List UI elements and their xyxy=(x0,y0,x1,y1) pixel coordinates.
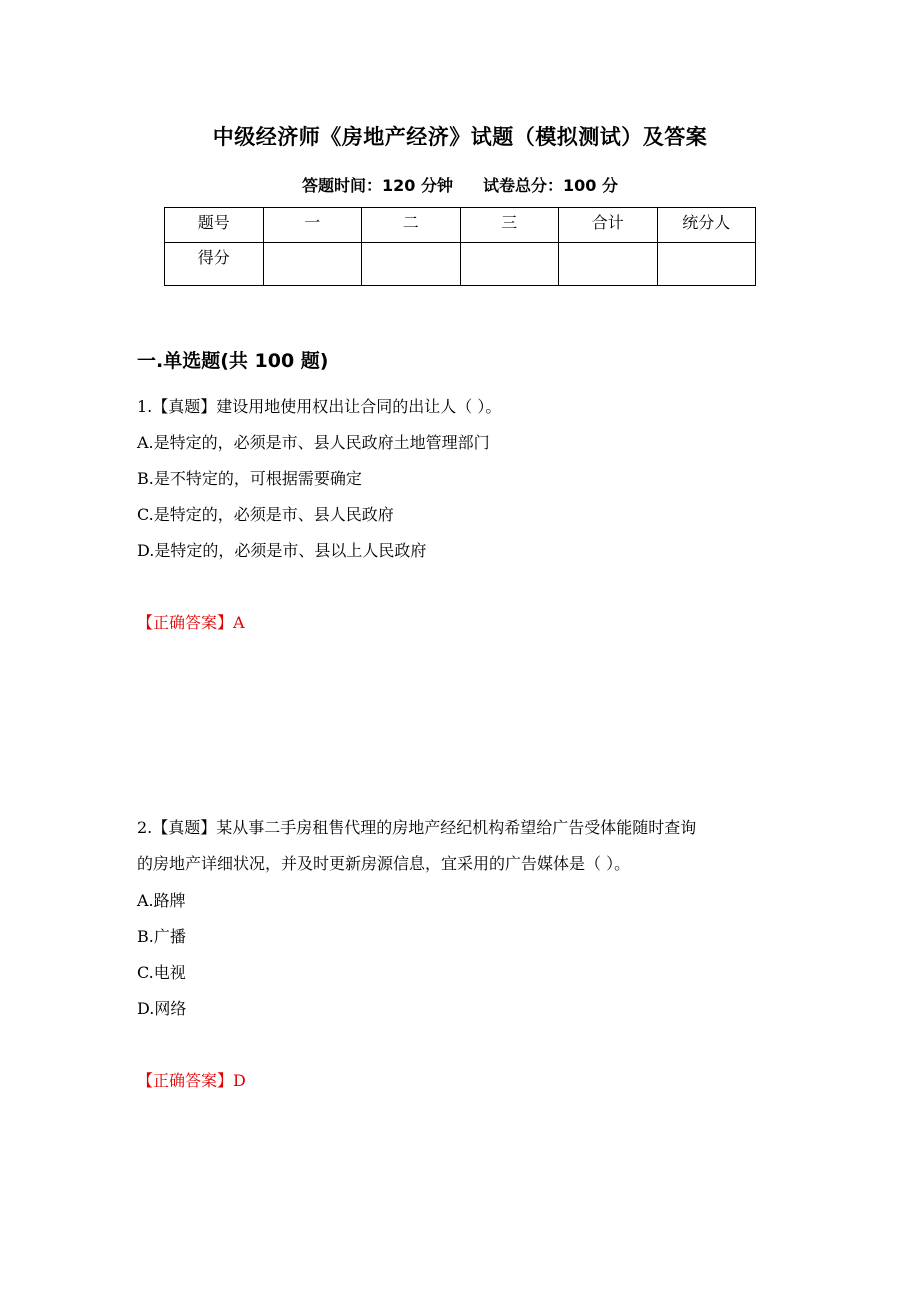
question-2-stem-line-1: 2.【真题】某从事二手房租售代理的房地产经纪机构希望给广告受体能随时查询 xyxy=(137,818,697,837)
score-table-score-row xyxy=(165,243,756,286)
exam-time: 答题时间：120 分钟 xyxy=(302,176,453,195)
score-table xyxy=(164,207,756,286)
question-1-option-c: C.是特定的，必须是市、县人民政府 xyxy=(137,505,394,524)
question-2-option-b: B.广播 xyxy=(137,927,186,946)
question-1-option-d: D.是特定的，必须是市、县以上人民政府 xyxy=(137,541,427,560)
score-cell xyxy=(460,243,559,286)
exam-meta xyxy=(0,173,920,196)
score-table-header: 统分人 xyxy=(657,208,756,243)
question-1-stem: 1.【真题】建设用地使用权出让合同的出让人（ ）。 xyxy=(137,397,502,416)
score-cell xyxy=(657,243,756,286)
question-2-answer: 【正确答案】D xyxy=(137,1071,246,1090)
score-table-header: 合计 xyxy=(559,208,658,243)
question-1-answer: 【正确答案】A xyxy=(137,613,245,632)
score-table-header: 二 xyxy=(362,208,461,243)
question-1-option-b: B.是不特定的，可根据需要确定 xyxy=(137,469,362,488)
question-2-stem-line-2: 的房地产详细状况，并及时更新房源信息，宜采用的广告媒体是（ ）。 xyxy=(137,854,631,873)
score-table-header: 题号 xyxy=(165,208,264,243)
score-cell xyxy=(559,243,658,286)
score-cell xyxy=(362,243,461,286)
exam-total-score: 试卷总分：100 分 xyxy=(483,176,618,195)
question-2-option-a: A.路牌 xyxy=(137,891,186,910)
score-table-header: 一 xyxy=(263,208,362,243)
question-2-option-c: C.电视 xyxy=(137,963,186,982)
score-cell xyxy=(263,243,362,286)
page-title: 中级经济师《房地产经济》试题（模拟测试）及答案 xyxy=(212,125,708,149)
score-table-header-row xyxy=(165,208,756,243)
score-table-header: 三 xyxy=(460,208,559,243)
question-2-option-d: D.网络 xyxy=(137,999,187,1018)
score-row-label: 得分 xyxy=(165,243,264,286)
question-1-option-a: A.是特定的，必须是市、县人民政府土地管理部门 xyxy=(137,433,490,452)
section-title: 一.单选题(共 100 题) xyxy=(137,350,329,372)
